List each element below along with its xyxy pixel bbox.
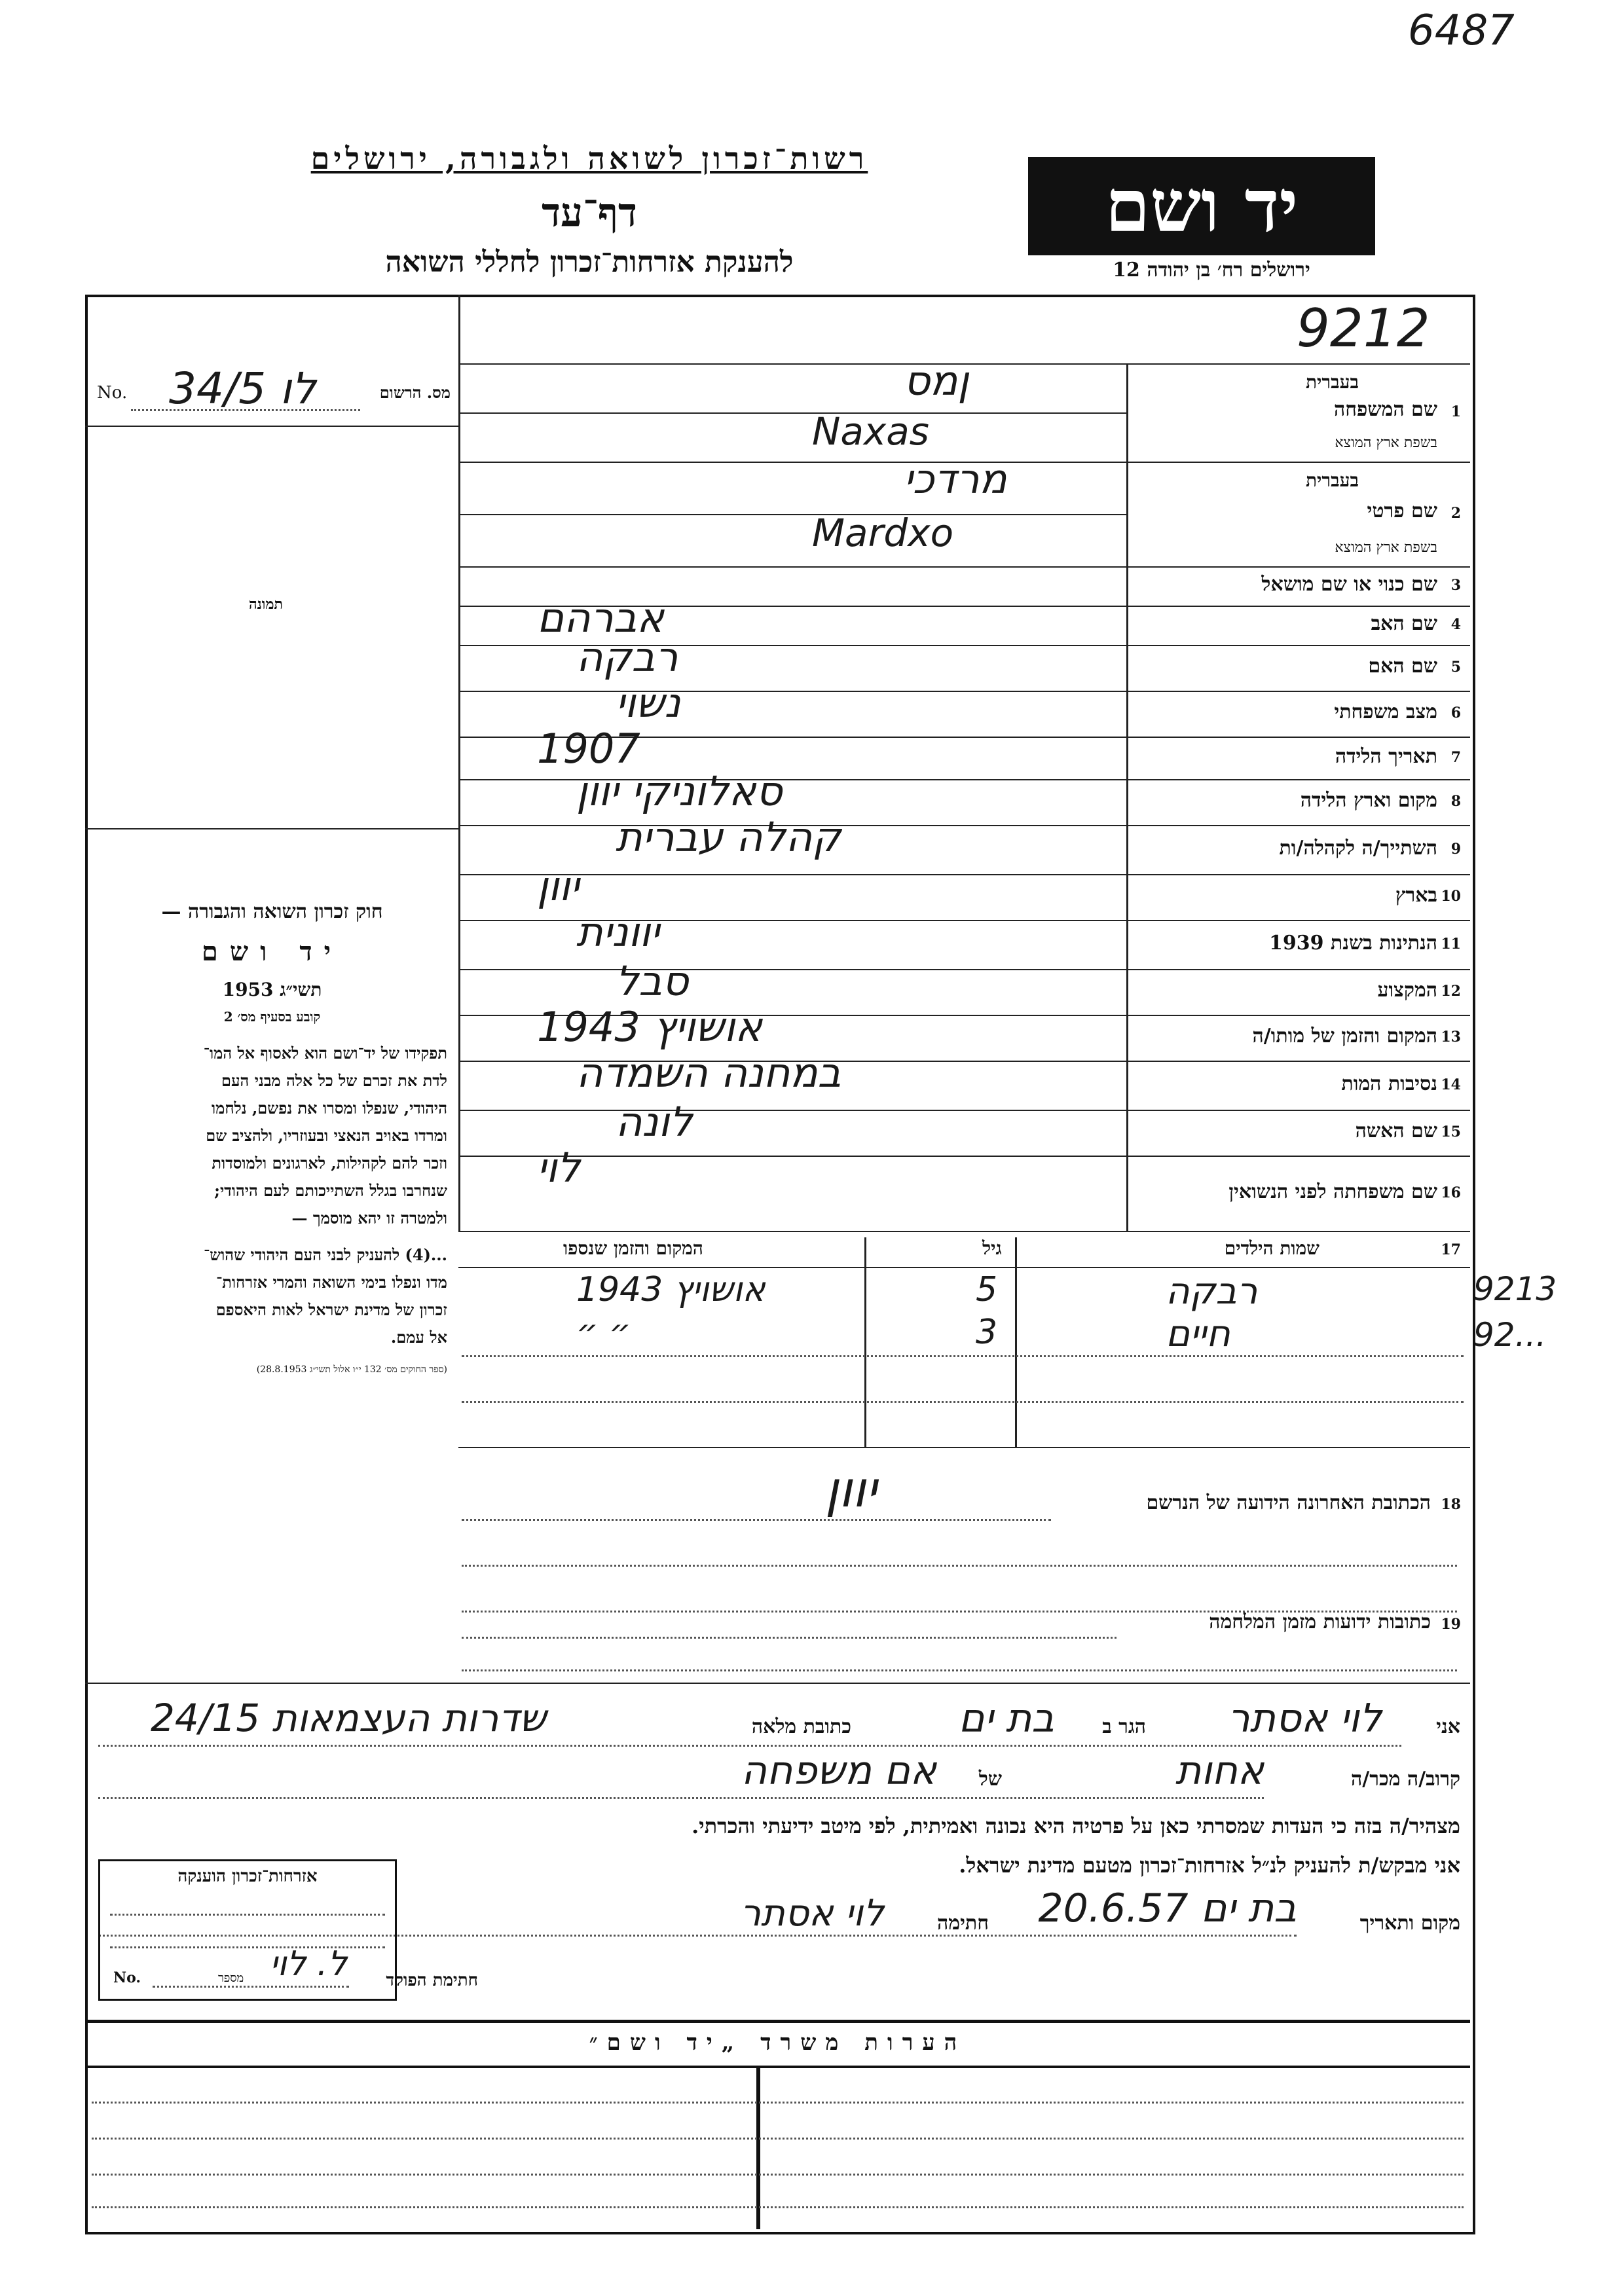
field-label: שם משפחתה לפני הנשואין — [1228, 1180, 1437, 1203]
children-age-header: גיל — [982, 1237, 1002, 1259]
field-number: 9 — [1450, 840, 1461, 858]
citizenship-number-label: מספר — [218, 1971, 244, 1985]
field-value: נשוי — [616, 679, 681, 727]
field-value: אברהם — [537, 594, 664, 642]
field-value: יוון — [537, 862, 580, 910]
field-row — [458, 767, 1470, 825]
field-label: הכתובת האחרונה הידועה של הנרשם — [1146, 1491, 1431, 1514]
field-number: 13 — [1441, 1029, 1461, 1046]
child-name: חיים — [1166, 1313, 1230, 1355]
law-line: וזכר להם לקהילות, לארגונים ולמוסדות — [212, 1154, 447, 1173]
logo-text: יד ושם — [1105, 164, 1299, 248]
law-line: זכרון של מדינת ישראל לאות היאספם — [215, 1300, 447, 1319]
field-sub-origin: בשפת ארץ המוצא — [1335, 435, 1437, 451]
field-value-hebrew: מרדכי — [904, 455, 1007, 503]
field-19 — [458, 1597, 1470, 1637]
declaration-line-2: אני מבקש/ת להעניק לנ״ל אזרחות־זכרון מטעם מדינת ישראל. — [959, 1853, 1460, 1878]
declaration-ani: אני — [1436, 1715, 1460, 1738]
field-value: רבקה — [576, 633, 678, 681]
field-value-latin: Mardxo — [812, 511, 954, 555]
field-number: 18 — [1441, 1496, 1461, 1513]
field-label: מקום וארץ הלידה — [1300, 789, 1437, 812]
address-value: שדרות העצמאות 24/15 — [151, 1696, 547, 1740]
field-row — [458, 633, 1470, 691]
field-18 — [458, 1460, 1470, 1519]
signature-label: חתימה — [937, 1912, 989, 1935]
field-label: תאריך הלידה — [1335, 744, 1437, 768]
field-label: שם האשה — [1355, 1120, 1437, 1142]
field-label: מצב משפחתי — [1334, 701, 1437, 723]
resides-value: בת ים — [958, 1696, 1054, 1741]
field-number: 14 — [1441, 1076, 1461, 1093]
field-label: בארץ — [1395, 884, 1437, 907]
law-line: אל עמם. — [390, 1328, 447, 1347]
field-row — [458, 1144, 1470, 1231]
declaration-line-1: מצהיר/ה בזה כי העדות שמסרתי כאן על פרטיה היא נכונה ואמיתית, לפי מיטב ידיעתי והכרתי. — [692, 1813, 1460, 1838]
field-number: 3 — [1450, 577, 1461, 594]
field-number: 5 — [1450, 659, 1461, 676]
field-row — [458, 357, 1470, 462]
relative-value: אחות — [1175, 1748, 1264, 1794]
field-value: 1907 — [537, 725, 640, 773]
declaration-ani-value: לוי אסתר — [1227, 1696, 1382, 1741]
field-sub-origin: בשפת ארץ המוצא — [1335, 539, 1437, 556]
address: ירושלים רח׳ בן יהודה 12 — [1113, 259, 1310, 282]
field-label: שם פרטי — [1367, 500, 1437, 522]
law-line: לדת את זכרם של כל אלה מבני העם — [221, 1071, 447, 1090]
law-line: ולמטרה זו יהא מוסמך — — [291, 1209, 447, 1228]
field-row — [458, 908, 1470, 969]
children-place-header: המקום והזמן שנספו — [563, 1237, 703, 1259]
authority-title: רשות־זכרון לשואה ולגבורה, ירושלים — [310, 141, 868, 176]
law-name: יד ושם — [201, 936, 343, 967]
child-age: 3 — [976, 1313, 998, 1352]
registration-value: 34/5 לו — [169, 363, 316, 414]
signature-value: לוי אסתר — [740, 1892, 884, 1935]
field-label: שם האב — [1371, 612, 1437, 635]
yad-vashem-logo — [1028, 157, 1375, 255]
stamp-number: 6487 — [1408, 7, 1515, 55]
field-number: 15 — [1441, 1123, 1461, 1140]
field-value: לוי — [537, 1144, 580, 1192]
law-line: תפקידו של יד־ושם הוא לאסוף אל המו־ — [203, 1044, 447, 1063]
photo-label: תמונה — [249, 596, 283, 613]
field-label: המקצוע — [1377, 979, 1437, 1002]
field-number: 6 — [1450, 704, 1461, 721]
field-number: 7 — [1450, 748, 1461, 766]
law-line: שנחרבו בגלל השתייכותם לעם היהודי; — [214, 1181, 447, 1200]
field-value: במחנה השמדה — [576, 1049, 841, 1097]
field-number: 17 — [1441, 1241, 1461, 1258]
field-number: 1 — [1450, 403, 1461, 420]
place-date-value: בת ים 20.6.57 — [1038, 1886, 1297, 1931]
field-value: יוון — [825, 1460, 877, 1518]
field-row — [458, 1098, 1470, 1156]
officer-value: ל. לוי — [270, 1944, 347, 1984]
field-sub-hebrew: בעברית — [1305, 469, 1359, 491]
law-line: היהודי, שנפלו ומסרו את נפשם, נלחמו — [211, 1099, 447, 1118]
field-sub-hebrew: בעברית — [1305, 371, 1359, 393]
field-number: 16 — [1441, 1184, 1461, 1201]
citizenship-title: אזרחות־זכרון הוענקה — [177, 1867, 318, 1886]
field-row — [458, 455, 1470, 566]
children-header — [458, 1237, 1470, 1264]
law-box — [97, 900, 447, 1376]
resides-label: הגר ב — [1102, 1715, 1146, 1738]
law-footnote: (ספר החוקים מס׳ 132 י״ו אלול תשי״ג 28.8.1953) — [256, 1364, 447, 1375]
field-row — [458, 1049, 1470, 1110]
field-value: יוונית — [576, 908, 660, 956]
field-label: השתייך/ה לקהלה/ות — [1279, 836, 1437, 860]
field-number: 11 — [1441, 935, 1461, 953]
child-ref: 92... — [1473, 1316, 1547, 1354]
registration-row — [97, 363, 451, 414]
citizenship-no-label: No. — [113, 1969, 141, 1986]
top-id: 9212 — [1297, 298, 1430, 359]
field-number: 4 — [1450, 616, 1461, 633]
child-name: רבקה — [1166, 1270, 1258, 1313]
of-value: אם משפחה — [741, 1748, 936, 1794]
full-address-label: כתובת מלאה — [751, 1715, 851, 1738]
field-label: כתובות ידועות מזמן המלחמה — [1209, 1611, 1431, 1633]
doc-purpose: להענקת אזרחות־זכרון לחללי השואה — [385, 246, 794, 279]
child-ref: 9213 — [1473, 1270, 1557, 1308]
law-line: ...(4) להעניק לבני העם היהודי שהוש־ — [203, 1245, 447, 1264]
field-number: 8 — [1450, 793, 1461, 810]
law-line: מדו ונפלו בימי השואה והמרי אזרחות־ — [216, 1273, 447, 1292]
relative-label: קרוב/ה מכר/ה — [1351, 1768, 1460, 1791]
child-place: אושויץ 1943 — [576, 1270, 766, 1309]
office-notes-header: הערות משרד „יד ושם״ — [589, 2030, 967, 2056]
child-age: 5 — [976, 1270, 998, 1309]
field-label: המקום והזמן של מותו/ה — [1252, 1025, 1437, 1048]
field-row — [458, 813, 1470, 874]
law-clause: קובע בסעיף מס׳ 2 — [223, 1009, 321, 1025]
field-label: שם האם — [1368, 655, 1437, 678]
law-title: חוק זכרון השואה והגבורה — — [161, 900, 383, 923]
field-label: נסיבות המות — [1341, 1072, 1437, 1095]
field-value-hebrew: ןמס — [904, 357, 969, 405]
field-label: שם המשפחה — [1333, 398, 1437, 421]
field-value: סאלוניקי יוון — [576, 767, 783, 815]
doc-type: דף־עד — [542, 190, 637, 236]
officer-label: חתימת הפוקד — [386, 1971, 478, 1990]
children-names-header: שמות הילדים — [1224, 1237, 1320, 1259]
field-value: סבל — [616, 957, 689, 1005]
registration-no-label: No. — [97, 383, 128, 403]
field-value-latin: Naxas — [812, 409, 930, 454]
place-date-label: מקום ותאריך — [1359, 1912, 1460, 1935]
field-value: אושויץ 1943 — [537, 1003, 762, 1051]
field-label: שם כנוי או שם מושאל — [1261, 573, 1437, 596]
of-label: של — [978, 1768, 1002, 1791]
child-place: ״ ״ — [576, 1313, 631, 1352]
citizenship-box — [98, 1859, 397, 2001]
field-number: 19 — [1441, 1616, 1461, 1633]
field-value: לונה — [616, 1098, 693, 1146]
field-label: הנתינות בשנת 1939 — [1268, 931, 1437, 955]
field-value: קהלה עברית — [616, 813, 841, 861]
field-number: 12 — [1441, 983, 1461, 1000]
registration-label: מס. הרשום — [379, 383, 451, 402]
law-year: תשי״ג 1953 — [222, 979, 322, 1000]
law-line: ומרדו באויב הנאצי ובעוזריו, ולהציב שם — [206, 1126, 447, 1145]
field-number: 10 — [1441, 888, 1461, 905]
field-number: 2 — [1450, 505, 1461, 522]
